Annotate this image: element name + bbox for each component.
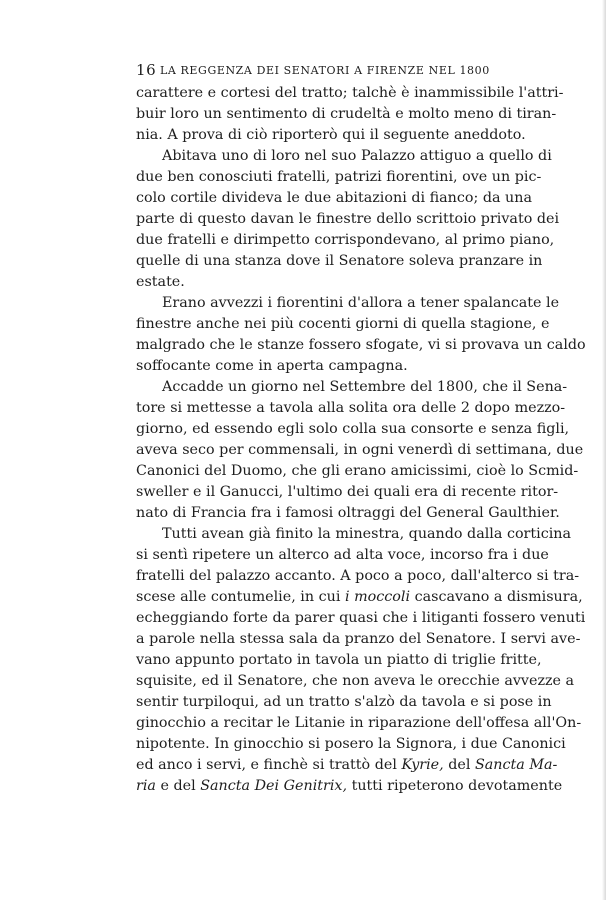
text-line (136, 587, 583, 607)
text-line: fratelli del palazzo accanto. A poco a poco, dall'alterco si tra- (136, 568, 580, 584)
text-line: squisite, ed il Senatore, che non aveva le orecchie avvezze a (136, 673, 575, 689)
running-title: LA REGGENZA DEI SENATORI A FIRENZE NEL 1800 (160, 64, 490, 77)
page-edge-shadow (602, 0, 606, 900)
text-line: giorno, ed essendo egli solo colla sua consorte e senza figli, (136, 421, 570, 437)
text-line: finestre anche nei più cocenti giorni di quella stagione, e (136, 316, 550, 332)
text-line: ginocchio a recitar le Litanie in riparazione dell'offesa all'On- (136, 715, 582, 731)
text-segment: e del (155, 778, 201, 794)
text-line: soffocante come in aperta campagna. (136, 358, 408, 374)
text-line: tore si mettesse a tavola alla solita ora delle 2 dopo mezzo- (136, 400, 566, 416)
text-line: due ben conosciuti fratelli, patrizi fiorentini, ove un pic- (136, 169, 542, 185)
text-segment: del (443, 757, 475, 773)
text-line: nipotente. In ginocchio si posero la Signora, i due Canonici (136, 736, 566, 752)
text-line: nia. A prova di ciò riporterò qui il seguente aneddoto. (136, 127, 526, 143)
text-segment: ed anco i servi, e finchè si trattò del (136, 757, 402, 773)
paragraph-start: Abitava uno di loro nel suo Palazzo attiguo a quello di (162, 148, 552, 164)
italic-term: i moccoli (344, 589, 411, 605)
text-line: carattere e cortesi del tratto; talchè è inammissibile l'attri- (136, 85, 564, 101)
text-line (136, 755, 558, 775)
page-number: 16 (136, 61, 157, 79)
italic-term: ria (136, 778, 156, 794)
text-line: vano appunto portato in tavola un piatto di triglie fritte, (136, 652, 542, 668)
text-line: quelle di una stanza dove il Senatore soleva pranzare in (136, 253, 543, 269)
text-line: due fratelli e dirimpetto corrispondevano, al primo piano, (136, 232, 555, 248)
text-line: estate. (136, 274, 185, 290)
text-line: buir loro un sentimento di crudeltà e molto meno di tiran- (136, 106, 557, 122)
text-line: nato di Francia fra i famosi oltraggi del General Gaulthier. (136, 505, 560, 521)
text-line: malgrado che le stanze fossero sfogate, vi si provava un caldo (136, 337, 586, 353)
text-segment: tutti ripeterono devotamente (347, 778, 563, 794)
paragraph-start: Accadde un giorno nel Settembre del 1800, che il Sena- (162, 379, 568, 395)
text-line: sweller e il Ganucci, l'ultimo dei quali era di recente ritor- (136, 484, 559, 500)
text-line (136, 776, 563, 796)
text-line: colo cortile divideva le due abitazioni di fianco; da una (136, 190, 532, 206)
text-line: a parole nella stessa sala da pranzo del Senatore. I servi ave- (136, 631, 581, 647)
italic-term: Kyrie, (401, 757, 444, 773)
page-header (136, 60, 490, 80)
text-line: si sentì ripetere un alterco ad alta voce, incorso fra i due (136, 547, 549, 563)
text-line: echeggiando forte da parer quasi che i litiganti fossero venuti (136, 610, 586, 626)
paragraph-start: Tutti avean già finito la minestra, quando dalla corticina (162, 526, 572, 542)
text-line: Canonici del Duomo, che gli erano amicissimi, cioè lo Scmid- (136, 463, 579, 479)
text-line: aveva seco per commensali, in ogni venerdì di settimana, due (136, 442, 584, 458)
text-segment: cascavano a dismisura, (410, 589, 583, 605)
paragraph-start: Erano avvezzi i fiorentini d'allora a tener spalancate le (162, 295, 560, 311)
text-segment: scese alle contumelie, in cui (136, 589, 345, 605)
text-line: sentir turpiloqui, ad un tratto s'alzò da tavola e si pose in (136, 694, 552, 710)
italic-term: Sancta Dei Genitrix, (200, 778, 348, 794)
text-line: parte di questo davan le finestre dello scrittoio privato dei (136, 211, 560, 227)
italic-term: Sancta Ma- (474, 757, 558, 773)
